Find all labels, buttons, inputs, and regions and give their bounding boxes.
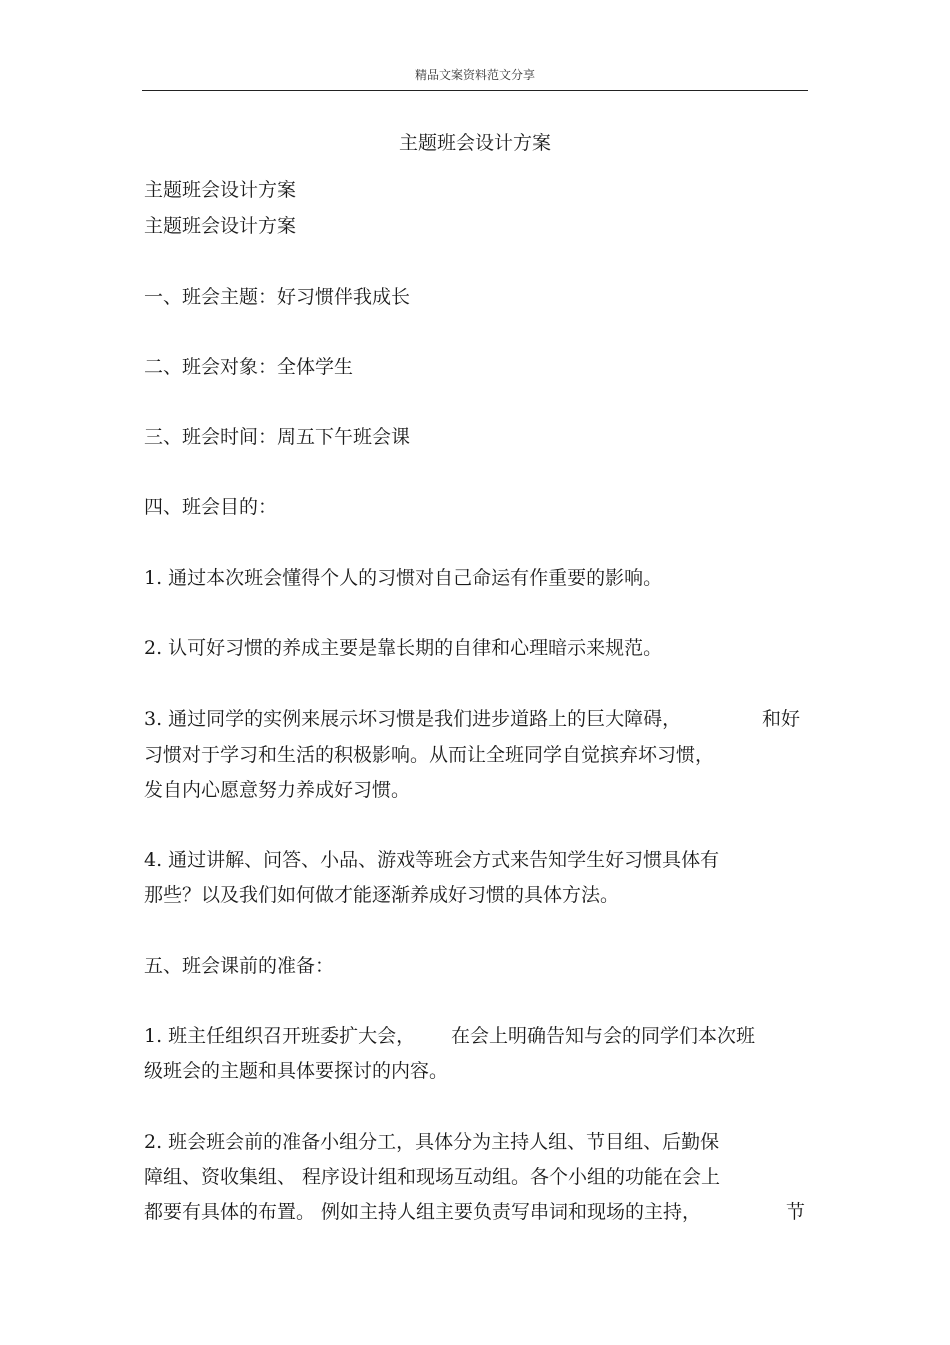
prep-item-1-line-2: 级班会的主题和具体要探讨的内容。	[144, 1060, 449, 1082]
purpose-item-4-line-1: 4. 通过讲解、问答、小品、游戏等班会方式来告知学生好习惯具体有	[144, 849, 720, 871]
prep-item-1-line-1-tail: 在会上明确告知与会的同学们本次班	[451, 1025, 756, 1047]
section-purpose: 四、班会目的：	[144, 496, 278, 518]
purpose-item-2: 2. 认可好习惯的养成主要是靠长期的自律和心理暗示来规范。	[144, 637, 663, 659]
section-preparation: 五、班会课前的准备：	[144, 955, 335, 977]
section-theme: 一、班会主题：好习惯伴我成长	[144, 286, 411, 308]
section-audience: 二、班会对象：全体学生	[144, 356, 354, 378]
subtitle-line-2: 主题班会设计方案	[144, 215, 297, 237]
purpose-item-4-line-2: 那些？以及我们如何做才能逐渐养成好习惯的具体方法。	[144, 884, 620, 906]
section-time: 三、班会时间：周五下午班会课	[144, 426, 411, 448]
page-header: 精品文案资料范文分享	[414, 68, 535, 82]
purpose-item-3-line-2: 习惯对于学习和生活的积极影响。从而让全班同学自觉摈弃坏习惯，	[144, 744, 715, 766]
prep-item-2-line-3-tail: 节	[786, 1201, 806, 1223]
purpose-item-3-line-1-tail: 和好	[762, 708, 801, 730]
purpose-item-3-line-3: 发自内心愿意努力养成好习惯。	[144, 779, 411, 801]
prep-item-2-line-2: 障组、资收集组、 程序设计组和现场互动组。各个小组的功能在会上	[144, 1166, 721, 1188]
prep-item-2-line-3: 都要有具体的布置。 例如主持人组主要负责写串词和现场的主持，	[144, 1201, 702, 1223]
prep-item-2-line-1: 2. 班会班会前的准备小组分工，具体分为主持人组、节目组、后勤保	[144, 1131, 720, 1153]
document-title: 主题班会设计方案	[398, 132, 551, 154]
purpose-item-1: 1. 通过本次班会懂得个人的习惯对自己命运有作重要的影响。	[144, 567, 663, 589]
header-divider	[142, 90, 808, 91]
prep-item-1-line-1: 1. 班主任组织召开班委扩大会，	[144, 1025, 416, 1047]
purpose-item-3-line-1: 3. 通过同学的实例来展示坏习惯是我们进步道路上的巨大障碍，	[144, 708, 682, 730]
subtitle-line-1: 主题班会设计方案	[144, 179, 297, 201]
